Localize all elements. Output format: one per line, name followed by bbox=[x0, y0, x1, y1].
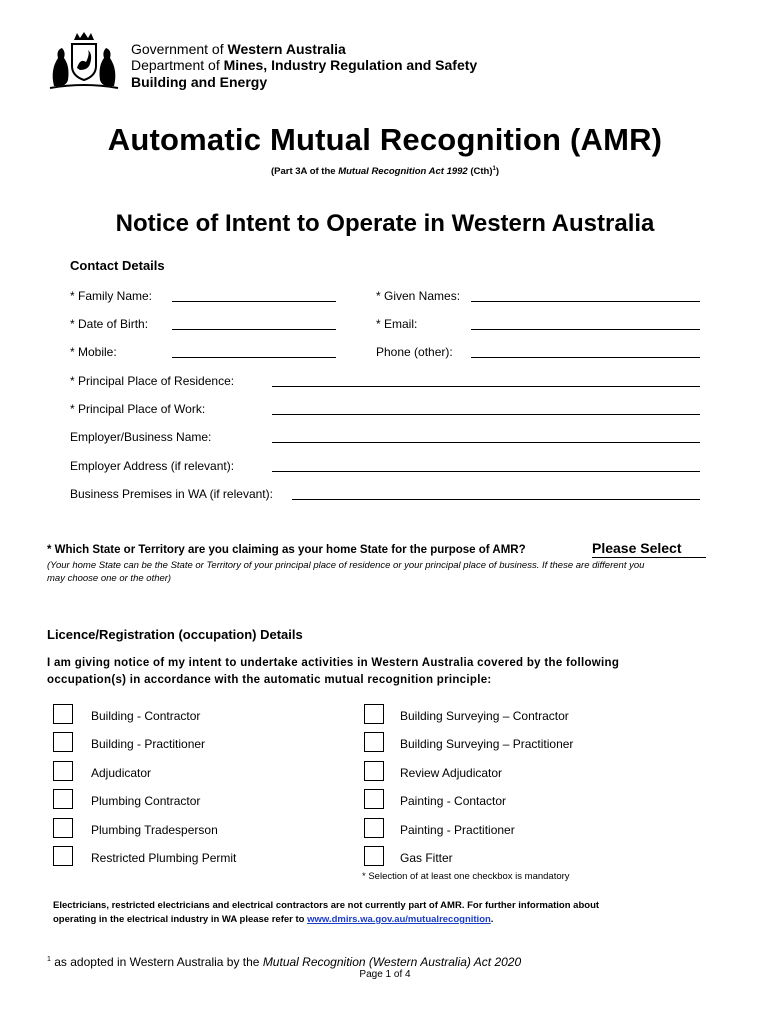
option-label: Restricted Plumbing Permit bbox=[91, 851, 237, 865]
option-label: Building Surveying – Contractor bbox=[400, 709, 569, 723]
date-of-birth-field[interactable] bbox=[172, 329, 336, 330]
page-subtitle: (Part 3A of the Mutual Recognition Act 1992 (Cth)$^1$) bbox=[270, 166, 500, 178]
home-state-question: * Which State or Territory are you claiming as your home State for the purpose of AMR? bbox=[47, 544, 526, 556]
department-name: Department of Mines, Industry Regulation and Safety bbox=[131, 57, 478, 73]
employer-address-field[interactable] bbox=[272, 471, 700, 472]
date-of-birth-label: * Date of Birth: bbox=[70, 317, 149, 331]
option-label: Plumbing Tradesperson bbox=[91, 823, 218, 837]
checkbox-plumbing-contractor[interactable] bbox=[53, 789, 73, 809]
option-label: Painting - Practitioner bbox=[400, 823, 515, 837]
checkbox-painting-contactor[interactable] bbox=[364, 789, 384, 809]
mobile-label: * Mobile: bbox=[70, 345, 117, 359]
business-premises-label: Business Premises in WA (if relevant): bbox=[70, 487, 273, 501]
page-number: Page 1 of 4 bbox=[359, 969, 411, 980]
mandatory-note: * Selection of at least one checkbox is mandatory bbox=[362, 871, 570, 882]
principal-work-label: * Principal Place of Work: bbox=[70, 402, 206, 416]
given-names-field[interactable] bbox=[471, 301, 700, 302]
given-names-label: * Given Names: bbox=[376, 289, 461, 303]
checkbox-gas-fitter[interactable] bbox=[364, 846, 384, 866]
family-name-label: * Family Name: bbox=[70, 289, 153, 303]
wa-coat-of-arms-icon bbox=[44, 30, 124, 92]
footnote: $^1$ as adopted in Western Australia by the Mutual Recognition (Western Australia) Act 2020 bbox=[47, 955, 522, 969]
family-name-field[interactable] bbox=[172, 301, 336, 302]
checkbox-building-surveying-practitioner[interactable] bbox=[364, 732, 384, 752]
checkbox-building-surveying-contractor[interactable] bbox=[364, 704, 384, 724]
option-label: Painting - Contactor bbox=[400, 794, 507, 808]
principal-residence-field[interactable] bbox=[272, 386, 700, 387]
option-label: Gas Fitter bbox=[400, 851, 453, 865]
email-label: * Email: bbox=[376, 317, 418, 331]
principal-work-field[interactable] bbox=[272, 414, 700, 415]
employer-name-field[interactable] bbox=[272, 442, 700, 443]
mutual-recognition-link[interactable]: www.dmirs.wa.gov.au/mutualrecognition bbox=[307, 914, 491, 925]
phone-other-label: Phone (other): bbox=[376, 345, 453, 359]
page-title: Automatic Mutual Recognition (AMR) bbox=[107, 122, 663, 157]
home-state-note: (Your home State can be the State or Territory of your principal place of residence or your principal place of business. If these are different you may choose one or the other) bbox=[47, 560, 645, 584]
business-premises-field[interactable] bbox=[292, 499, 700, 500]
division-name: Building and Energy bbox=[131, 74, 268, 90]
email-field[interactable] bbox=[471, 329, 700, 330]
home-state-select[interactable] bbox=[592, 540, 706, 558]
phone-other-field[interactable] bbox=[471, 357, 700, 358]
checkbox-review-adjudicator[interactable] bbox=[364, 761, 384, 781]
principal-residence-label: * Principal Place of Residence: bbox=[70, 374, 235, 388]
employer-name-label: Employer/Business Name: bbox=[70, 430, 212, 444]
notice-title: Notice of Intent to Operate in Western Australia bbox=[115, 210, 655, 237]
option-label: Building Surveying – Practitioner bbox=[400, 737, 574, 751]
mobile-field[interactable] bbox=[172, 357, 336, 358]
checkbox-building-contractor[interactable] bbox=[53, 704, 73, 724]
checkbox-restricted-plumbing-permit[interactable] bbox=[53, 846, 73, 866]
option-label: Plumbing Contractor bbox=[91, 794, 201, 808]
option-label: Adjudicator bbox=[91, 766, 152, 780]
contact-details-heading: Contact Details bbox=[70, 258, 165, 273]
electrical-note: Electricians, restricted electricians and electrical contractors are not currently part of AMR. For further information about operating in the electrical industry in WA please refer to www.dmirs.wa.gov.au/mutualrecognition. bbox=[53, 900, 600, 925]
home-state-selected-value: Please Select bbox=[592, 540, 682, 556]
checkbox-building-practitioner[interactable] bbox=[53, 732, 73, 752]
government-name: Government of Western Australia bbox=[131, 41, 346, 57]
licence-intro: I am giving notice of my intent to undertake activities in Western Australia covered by the following occupation(s) in accordance with the automatic mutual recognition principle: bbox=[47, 657, 620, 686]
option-label: Review Adjudicator bbox=[400, 766, 503, 780]
checkbox-plumbing-tradesperson[interactable] bbox=[53, 818, 73, 838]
employer-address-label: Employer Address (if relevant): bbox=[70, 459, 235, 473]
checkbox-adjudicator[interactable] bbox=[53, 761, 73, 781]
option-label: Building - Practitioner bbox=[91, 737, 206, 751]
checkbox-painting-practitioner[interactable] bbox=[364, 818, 384, 838]
licence-heading: Licence/Registration (occupation) Details bbox=[47, 627, 303, 642]
option-label: Building - Contractor bbox=[91, 709, 201, 723]
